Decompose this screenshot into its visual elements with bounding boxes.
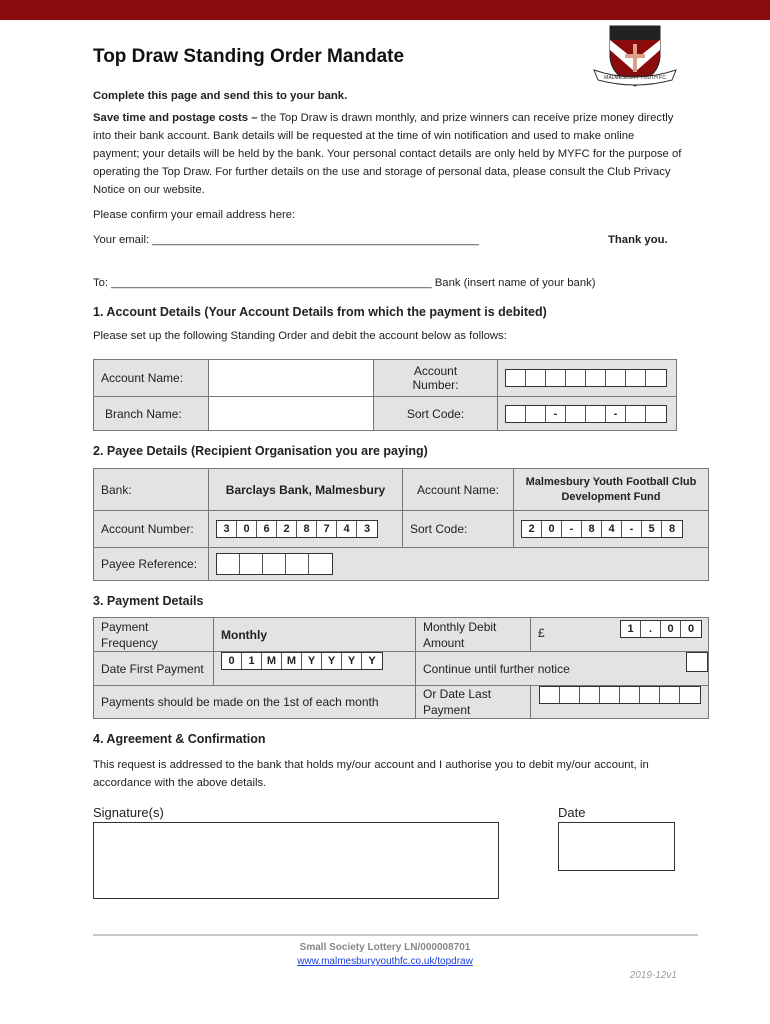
email-field[interactable]: Your email: ____________________________________________________ — [93, 234, 479, 246]
intro-lead: Save time and postage costs – — [93, 112, 258, 124]
continue-label: Continue until further notice — [423, 661, 570, 676]
amount-label: Monthly Debit Amount — [416, 618, 531, 652]
payee-account-number-boxes: 3 0 6 2 8 7 4 3 — [216, 520, 378, 538]
payee-sort-code-boxes: 2 0 - 8 4 - 5 8 — [521, 520, 683, 538]
intro-paragraph — [93, 109, 683, 199]
intro-body: the Top Draw is drawn monthly, and prize winners can receive prize money directly into their bank account. Bank details will be requested at the time of win notification and used to make online payment; your details will be held by the bank. Your personal contact details are only held by MYFC for the purpose of operating the Top Draw. For further details on the use and storage of personal data, please consult the Club Privacy Notice on our website. — [93, 112, 682, 196]
branch-name-input[interactable] — [209, 397, 374, 430]
currency-symbol: £ — [538, 626, 545, 640]
account-name-label: Account Name: — [94, 360, 209, 397]
bank-label: Bank: — [94, 469, 209, 511]
payee-account-number-cell — [209, 511, 403, 548]
last-payment-cell — [531, 686, 708, 718]
first-payment-cell — [214, 652, 416, 686]
account-number-boxes[interactable] — [505, 369, 667, 387]
instruction-text: Complete this page and send this to your bank. — [93, 90, 348, 102]
confirm-email-text: Please confirm your email address here: — [93, 209, 296, 221]
bank-value: Barclays Bank, Malmesbury — [209, 469, 403, 511]
frequency-label: Payment Frequency — [94, 618, 214, 652]
continue-checkbox[interactable] — [686, 652, 708, 672]
first-payment-boxes[interactable]: 0 1 M M Y Y Y Y — [221, 652, 383, 670]
signature-box[interactable] — [93, 822, 499, 899]
footer-divider — [93, 934, 698, 936]
account-details-table — [93, 359, 677, 431]
payee-account-name-value: Malmesbury Youth Football Club Development Fund — [514, 469, 708, 511]
payee-reference-label: Payee Reference: — [94, 548, 209, 580]
amount-cell — [531, 618, 708, 652]
svg-text:MALMESBURY YOUTH FC: MALMESBURY YOUTH FC — [604, 75, 666, 81]
sort-code-label: Sort Code: — [374, 397, 498, 430]
section3-heading: 3. Payment Details — [93, 594, 204, 608]
frequency-value: Monthly — [214, 618, 416, 652]
thank-you-text: Thank you. — [608, 234, 668, 246]
payment-date-note: Payments should be made on the 1st of each month — [94, 686, 416, 718]
last-payment-label: Or Date Last Payment — [416, 686, 531, 718]
payee-reference-boxes[interactable] — [216, 553, 333, 575]
agreement-text: This request is addressed to the bank that holds my/our account and I authorise you to debit my/our account, in accordance with the above details. — [93, 759, 649, 789]
club-crest-logo — [590, 24, 680, 90]
section1-subtext: Please set up the following Standing Order and debit the account below as follows: — [93, 330, 507, 342]
payee-sort-code-cell — [514, 511, 708, 548]
amount-boxes: 1 . 0 0 — [620, 620, 702, 638]
bank-name-field[interactable]: To: ___________________________________________________ Bank (insert name of your bank) — [93, 277, 596, 289]
signature-label: Signature(s) — [93, 805, 164, 820]
page-title: Top Draw Standing Order Mandate — [93, 46, 405, 67]
account-number-cell — [498, 360, 676, 397]
payee-reference-cell — [209, 548, 708, 580]
website-link[interactable]: www.malmesburyyouthfc.co.uk/topdraw — [297, 956, 473, 967]
account-name-input[interactable] — [209, 360, 374, 397]
section1-heading: 1. Account Details (Your Account Details from which the payment is debited) — [93, 305, 547, 319]
date-label: Date — [558, 805, 586, 820]
version-label: 2019-12v1 — [629, 970, 677, 981]
header-bar — [0, 0, 770, 20]
sort-code-cell — [498, 397, 676, 430]
account-number-label: Account Number: — [374, 360, 498, 397]
lottery-number: Small Society Lottery LN/000008701 — [299, 942, 471, 953]
branch-name-label: Branch Name: — [94, 397, 209, 430]
date-box[interactable] — [558, 822, 675, 871]
payee-sort-code-label: Sort Code: — [403, 511, 514, 548]
payee-account-name-label: Account Name: — [403, 469, 514, 511]
payee-details-table — [93, 468, 709, 581]
continue-cell — [416, 652, 708, 686]
section2-heading: 2. Payee Details (Recipient Organisation you are paying) — [93, 444, 428, 458]
payee-account-number-label: Account Number: — [94, 511, 209, 548]
payment-details-table — [93, 617, 709, 719]
section4-heading: 4. Agreement & Confirmation — [93, 732, 266, 746]
first-payment-label: Date First Payment — [94, 652, 214, 686]
last-payment-boxes[interactable] — [539, 686, 701, 704]
sort-code-boxes[interactable]: - - — [505, 405, 667, 423]
